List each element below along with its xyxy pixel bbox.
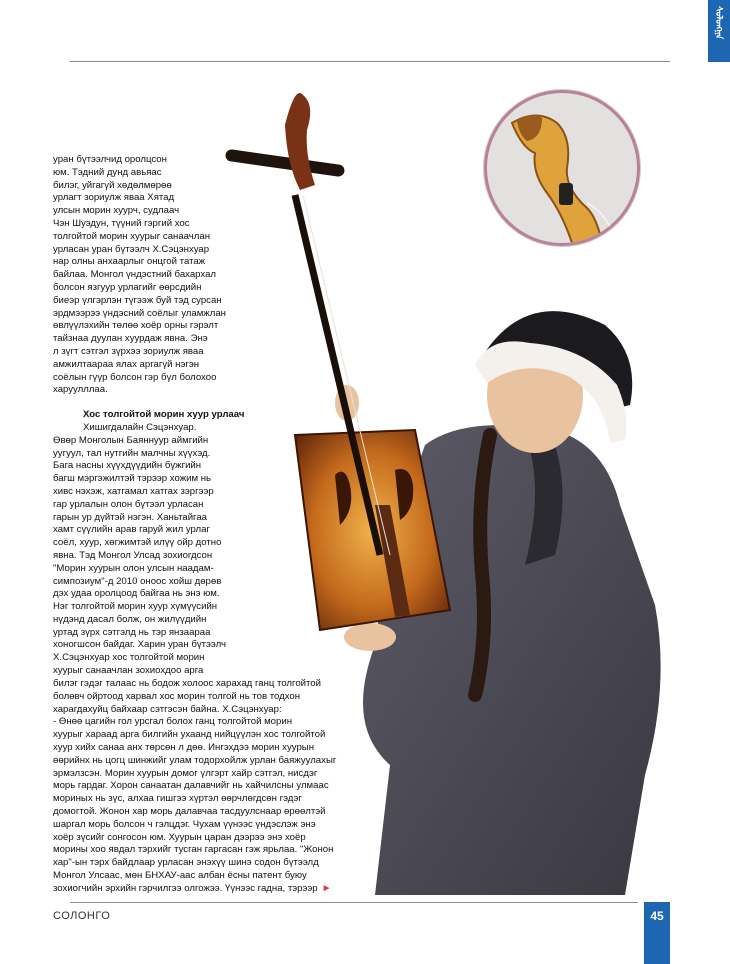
wide-line: өөрийнх нь цогц шинжийг улам тодорхойлж урлан баяжуулахыг: [53, 754, 337, 766]
wide-line: хар"-ын тэрх байдлаар урласан энэхүү шинэ содон бүтээлд: [53, 857, 319, 869]
footer-rule: [70, 902, 638, 903]
wide-line: домогтой. Жонон хар морь далавчаа тасдуулснаар өрөөлтэй: [53, 805, 326, 817]
body-line: гар урлалын олон бүтээл урласан: [53, 498, 204, 510]
body-line: нүдэнд дасал болж, он жилүүдийн: [53, 613, 207, 625]
body-line: Нэг толгойтой морин хуур хүмүүсийн: [53, 601, 218, 613]
wide-line: мориных нь зүс, алхаа гишгээ хүртэл өөрчлөгдсөн гэдэг: [53, 793, 302, 805]
section-tab: ᠰᠣᠯᠣᠩᠭᠠ: [708, 0, 730, 62]
body-line: явна. Тэд Монгол Улсад зохиогдсон: [53, 549, 213, 561]
body-line: уртад зүрх сэтгэлд нь тэр янзаараа: [53, 626, 211, 638]
intro-line: билэг, уйгагүй хөдөлмөрөө: [53, 179, 172, 191]
intro-line: уран бүтээлчид оролцсон: [53, 154, 167, 165]
body-line: Хишигдалайн Сэцэнхуар.: [83, 421, 197, 433]
intro-line: Чэн Шуэдун, түүний гэргий хос: [53, 217, 190, 229]
intro-line: л зүгт сэтгэл зүрхээ зориулж яваа: [53, 345, 204, 357]
wide-line: - Өнөө цагийн гол урсгал болох ганц толгойтой морин: [53, 716, 293, 728]
intro-line: болсон язгуур урлагийг өөрсдийн: [53, 281, 202, 293]
intro-line: амжилтаараа ялах аргагүй нэгэн: [53, 358, 200, 370]
body-line: симпозиум"-д 2010 оноос хойш дөрөв: [53, 575, 222, 587]
section-heading: Хос толгойтой морин хуур урлаач: [83, 409, 245, 421]
wide-line: болөвч ойртоод харвал хос морин толгой нь тов тодхон: [53, 690, 301, 702]
intro-line: урласан уран бүтээлч Х.Сэцэнхуар: [53, 243, 210, 255]
body-line: уугуул, тал нутгийн малчны хүүхэд.: [53, 447, 211, 459]
footer-bar: [644, 930, 670, 964]
body-line: хоногшсон байдаг. Харин уран бүтээлч: [53, 639, 226, 651]
wide-line: [53, 883, 353, 896]
body-line: Өвөр Монголын Баяннуур аймгийн: [53, 434, 209, 446]
body-line: дэх удаа оролцоод байгаа нь энэ юм.: [53, 588, 220, 600]
wide-line: хуур хийх санаа анх төрсөн л дөө. Ингэхдээ морин хуурын: [53, 741, 314, 753]
intro-line: урлагт зориулж яваа Хятад: [53, 192, 175, 204]
body-line: хивс нэхэж, хатгамал хатгах зэргээр: [53, 485, 214, 497]
body-line: Бага насны хүүхдүүдийн бүжгийн: [53, 460, 202, 472]
wide-line: шаргал морь болсон ч гэлцдэг. Чухам үүнээс үндэслэж энэ: [53, 818, 316, 830]
intro-line: толгойтой морин хуурыг санаачлан: [53, 230, 211, 242]
headstock-detail-inset: [484, 90, 640, 246]
wide-line: эрмэлзсэн. Морин хуурын домог үлгэрт хайр сэтгэл, нисдэг: [53, 767, 318, 779]
intro-line: биеэр үлгэрлэн түгээж буй тэд сурсан: [53, 294, 222, 306]
body-line: Х.Сэцэнхуар хос толгойтой морин: [53, 652, 205, 664]
intro-line: байлаа. Монгол үндэстний бахархал: [53, 269, 217, 281]
continue-arrow-icon: ►: [321, 882, 332, 894]
intro-line: харуулллаа.: [53, 384, 108, 396]
intro-line: нар олны анхаарлыг онцгой татаж: [53, 256, 206, 268]
body-line: хуурыг санаачлан зохиохдоо арга: [53, 665, 204, 677]
intro-line: эрдмээрээ үндэсний соёлыг уламжлан: [53, 307, 226, 319]
wide-line: хоёр зүсийг сонгосон юм. Хуурын царан дээрээ энэ хоёр: [53, 831, 306, 843]
intro-line: юм. Тэдний дунд авьяас: [53, 166, 162, 178]
wide-line: морь гардаг. Хорон санаатан далавчийг нь хайчилсны улмаас: [53, 780, 329, 792]
header-rule: [70, 61, 670, 62]
article-column: [53, 154, 388, 678]
intro-line: тайзнаа дуулан хуурдаж явна. Энэ: [53, 333, 208, 345]
page-number: 45: [644, 902, 670, 930]
body-line: "Морин хуурын олон улсын наадам-: [53, 562, 214, 574]
wide-line: морины хоо явдал тэрхийг тусган гаргасан гэж ярьлаа. "Жонон: [53, 844, 334, 856]
body-line: хамт сүүлийн арав гаруй жил урлаг: [53, 524, 210, 536]
magazine-name: СОЛОНГО: [53, 910, 111, 922]
wide-line-text: зохиогчийн эрхийн гэрчилгээ олгожээ. Үүнээс гадна, тэрээр: [53, 882, 318, 894]
wide-line: харагдахуйц байхаар сэтгэсэн байна. Х.Сэцэнхуар:: [53, 703, 282, 715]
intro-line: улсын морин хуурч, судлаач: [53, 205, 180, 217]
wide-line: хуурыг хараад арга билгийн ухаанд нийцүүлэн хос толгойтой: [53, 729, 326, 741]
intro-line: өвлүүлэхийн төлөө хоёр орны гэрэлт: [53, 320, 219, 332]
wide-line: Монгол Улсаас, мөн БНХАУ-аас албан ёсны патент буюу: [53, 869, 307, 881]
article-wide-paragraph: [53, 678, 353, 896]
intro-line: соёлын гүүр болсон гэр бүл болохоо: [53, 371, 217, 383]
wide-line: билэг гэдэг талаас нь бодож холоос харахад ганц толгойтой: [53, 678, 321, 689]
body-line: багш мэргэжилтэй тэрээр хожим нь: [53, 473, 212, 485]
body-line: гарын ур дүйтэй нэгэн. Ханьтайгаа: [53, 511, 208, 523]
body-line: соёл, хуур, хөгжимтэй илүү ойр дотно: [53, 537, 222, 549]
